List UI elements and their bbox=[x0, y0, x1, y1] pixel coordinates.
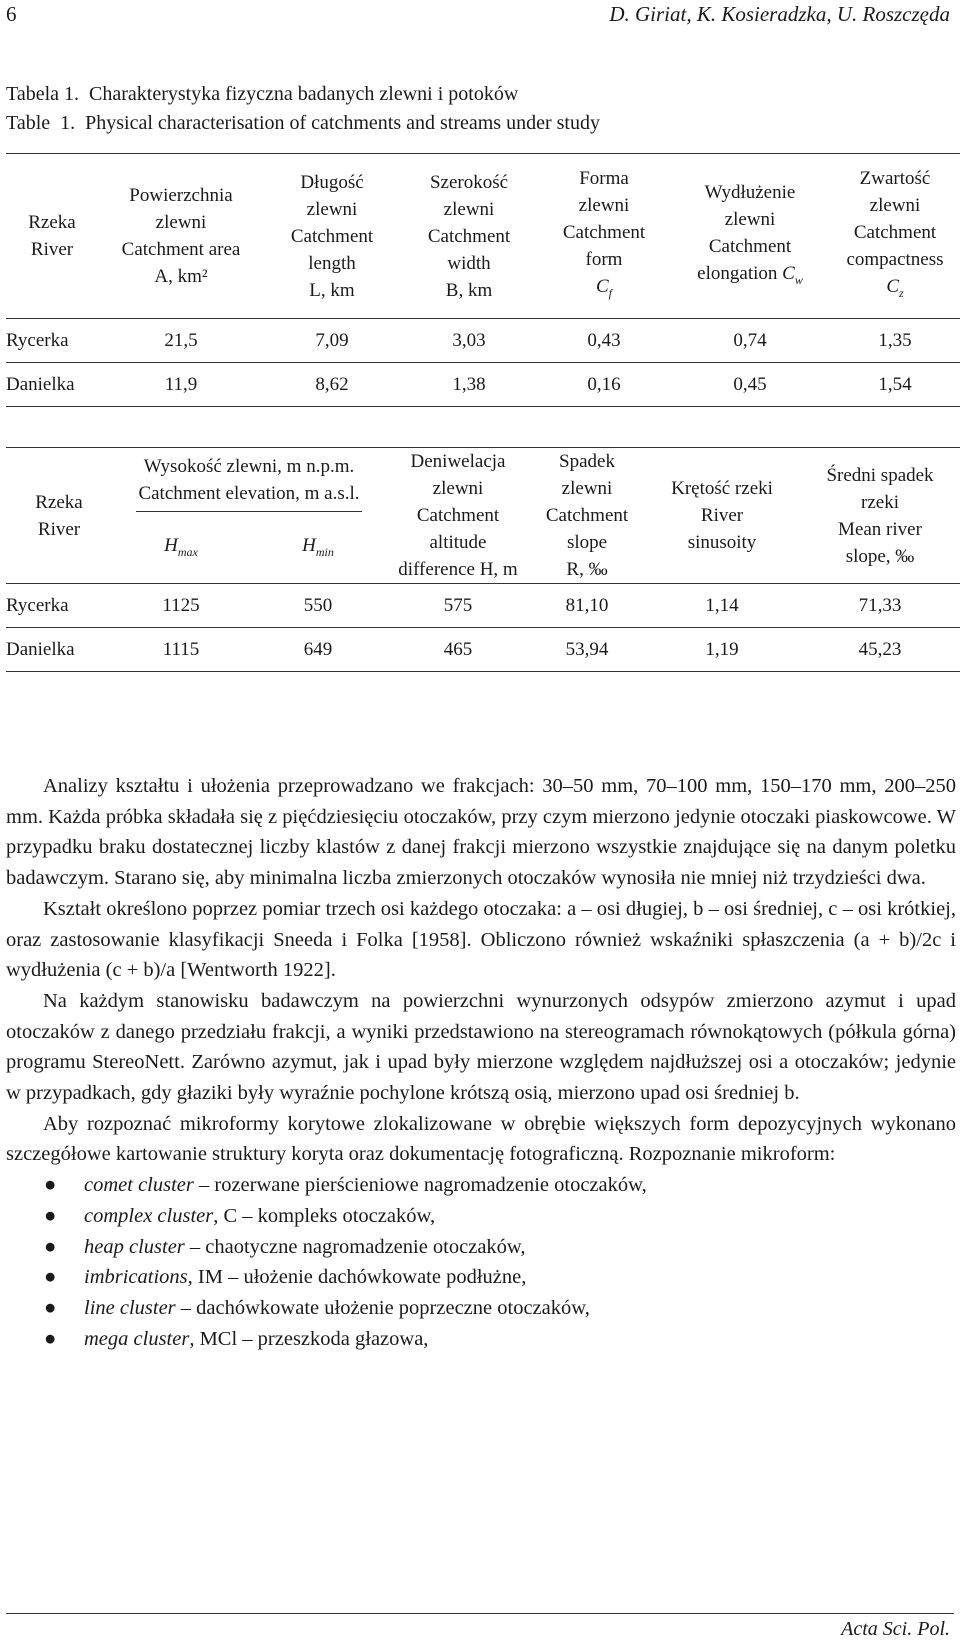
col-header-area: Powierzchnia zlewni Catchment area A, km² bbox=[98, 154, 264, 319]
cell-width: 1,38 bbox=[452, 373, 486, 395]
col-header-compactness: Zwartość zlewni Catchment compactness $C_z$ bbox=[830, 154, 960, 319]
col-header-elevation-group: Wysokość zlewni, m n.p.m. Catchment elevation, m a.s.l. bbox=[112, 448, 386, 515]
cell-elongation: 0,45 bbox=[733, 373, 767, 395]
cell-slope: 81,10 bbox=[565, 594, 609, 616]
col-header-hmax: $H_{max}$ bbox=[112, 514, 250, 583]
col-header-river: Rzeka River bbox=[6, 154, 98, 319]
cell-river-name: Rycerka bbox=[6, 594, 69, 616]
bullet-icon: ● bbox=[44, 1266, 57, 1289]
cell-river-name: Danielka bbox=[6, 638, 75, 660]
list-item: ● line cluster – dachówkowate ułożenie poprzeczne otoczaków, bbox=[6, 1293, 956, 1324]
table-row bbox=[6, 319, 960, 363]
list-item: ● mega cluster, MCl – przeszkoda głazowa, bbox=[6, 1324, 956, 1355]
cell-width: 3,03 bbox=[452, 329, 486, 351]
cell-area: 11,9 bbox=[164, 373, 198, 395]
cell-denivelation: 575 bbox=[443, 594, 473, 616]
cell-length: 8,62 bbox=[315, 373, 349, 395]
bullet-icon: ● bbox=[44, 1174, 57, 1197]
cell-denivelation: 465 bbox=[443, 638, 473, 660]
list-item: ● complex cluster, C – kompleks otoczaków, bbox=[6, 1201, 956, 1232]
bullet-icon: ● bbox=[44, 1296, 57, 1319]
cell-hmin: 649 bbox=[303, 638, 333, 660]
table-row bbox=[6, 584, 960, 628]
cell-sinuosity: 1,14 bbox=[705, 594, 739, 616]
cell-hmax: 1115 bbox=[162, 638, 200, 660]
cell-river-name: Danielka bbox=[6, 373, 75, 395]
cell-area: 21,5 bbox=[164, 329, 198, 351]
col-header-sinuosity: Krętość rzeki River sinusoity bbox=[644, 448, 800, 584]
col-header-river: Rzeka River bbox=[6, 448, 112, 584]
col-header-length: Długość zlewni Catchment length L, km bbox=[264, 154, 400, 319]
col-header-denivelation: Deniwelacja zlewni Catchment altitude difference H, m bbox=[386, 448, 530, 584]
paragraph: Analizy kształtu i ułożenia przeprowadzano we frakcjach: 30–50 mm, 70–100 mm, 150–170 mm, 200–250 mm. Każda próbka składała się z pięćdziesięciu otoczaków, przy czym mierzono jedynie otoczaki piaskowcowe. W przypadku braku dostatecznej liczby klastów z danej frakcji mierzono wszystkie znajdujące się na danym poletku badawczym. Starano się, aby minimalna liczba zmierzonych otoczaków wynosiła nie mniej niż trzydzieści dwa. bbox=[6, 775, 956, 890]
table-caption-english: Table 1. Physical characterisation of catchments and streams under study bbox=[6, 112, 600, 134]
footer-rule bbox=[6, 1613, 954, 1614]
table-row bbox=[6, 628, 960, 672]
bullet-icon: ● bbox=[44, 1204, 57, 1227]
table-row bbox=[6, 363, 960, 407]
col-header-width: Szerokość zlewni Catchment width B, km bbox=[400, 154, 538, 319]
cell-form: 0,43 bbox=[587, 329, 621, 351]
bullet-icon: ● bbox=[44, 1235, 57, 1258]
cell-hmax: 1125 bbox=[162, 594, 200, 616]
table-caption-polish: Tabela 1. Charakterystyka fizyczna badanych zlewni i potoków bbox=[6, 83, 519, 105]
col-header-form: Forma zlewni Catchment form $C_f$ bbox=[538, 154, 670, 319]
table-physical-characteristics bbox=[6, 153, 960, 407]
cell-mean-slope: 71,33 bbox=[858, 594, 902, 616]
body-text bbox=[6, 771, 956, 1354]
list-item: ● comet cluster – rozerwane pierścieniowe nagromadzenie otoczaków, bbox=[6, 1170, 956, 1201]
col-header-slope: Spadek zlewni Catchment slope R, ‰ bbox=[530, 448, 644, 584]
cell-form: 0,16 bbox=[587, 373, 621, 395]
cell-mean-slope: 45,23 bbox=[858, 638, 902, 660]
cell-elongation: 0,74 bbox=[733, 329, 767, 351]
cell-sinuosity: 1,19 bbox=[705, 638, 739, 660]
cell-compactness: 1,54 bbox=[878, 373, 912, 395]
col-header-hmin: $H_{min}$ bbox=[250, 514, 386, 583]
paragraph: Na każdym stanowisku badawczym na powierzchni wynurzonych odsypów zmierzono azymut i upad otoczaków z danego przedziału frakcji, a wyniki przedstawiono na stereogramach równokątowych (półkula górna) programu StereoNett. Zarówno azymut, jak i upad były mierzone względem najdłuższej osi a otoczaków; jedynie w przypadkach, gdy głaziki były wyraźnie pochylone krótszą osią, mierzono upad osi średniej b. bbox=[6, 989, 956, 1105]
paragraph: Kształt określono poprzez pomiar trzech osi każdego otoczaka: a – osi długiej, b – osi średniej, c – osi krótkiej, oraz zastosowanie klasyfikacji Sneeda i Folka [1958]. Obliczono również wskaźniki spłaszczenia (a + b)/2c i wydłużenia (c + b)/a [Wentworth 1922]. bbox=[6, 897, 956, 982]
col-header-mean-slope: Średni spadek rzeki Mean river slope, ‰ bbox=[800, 448, 960, 584]
list-item: ● imbrications, IM – ułożenie dachówkowate podłużne, bbox=[6, 1262, 956, 1293]
cell-length: 7,09 bbox=[315, 329, 349, 351]
table-elevation-slope bbox=[6, 447, 960, 672]
footer-journal: Acta Sci. Pol. bbox=[841, 1618, 950, 1640]
paragraph: Aby rozpoznać mikroformy korytowe zlokalizowane w obrębie większych form depozycyjnych wykonano szczegółowe kartowanie struktury koryta oraz dokumentację fotograficzną. Rozpoznanie mikroform: bbox=[6, 1112, 956, 1166]
cell-slope: 53,94 bbox=[565, 638, 609, 660]
bullet-icon: ● bbox=[44, 1327, 57, 1350]
cell-river-name: Rycerka bbox=[6, 329, 69, 351]
microform-list bbox=[6, 1170, 956, 1354]
cell-hmin: 550 bbox=[303, 594, 333, 616]
col-header-elongation: Wydłużenie zlewni Catchment elongation $C_w$ bbox=[670, 154, 830, 319]
cell-compactness: 1,35 bbox=[878, 329, 912, 351]
list-item: ● heap cluster – chaotyczne nagromadzenie otoczaków, bbox=[6, 1232, 956, 1263]
running-head-authors: D. Giriat, K. Kosieradzka, U. Roszczęda bbox=[609, 2, 950, 26]
page-number: 6 bbox=[6, 2, 17, 26]
